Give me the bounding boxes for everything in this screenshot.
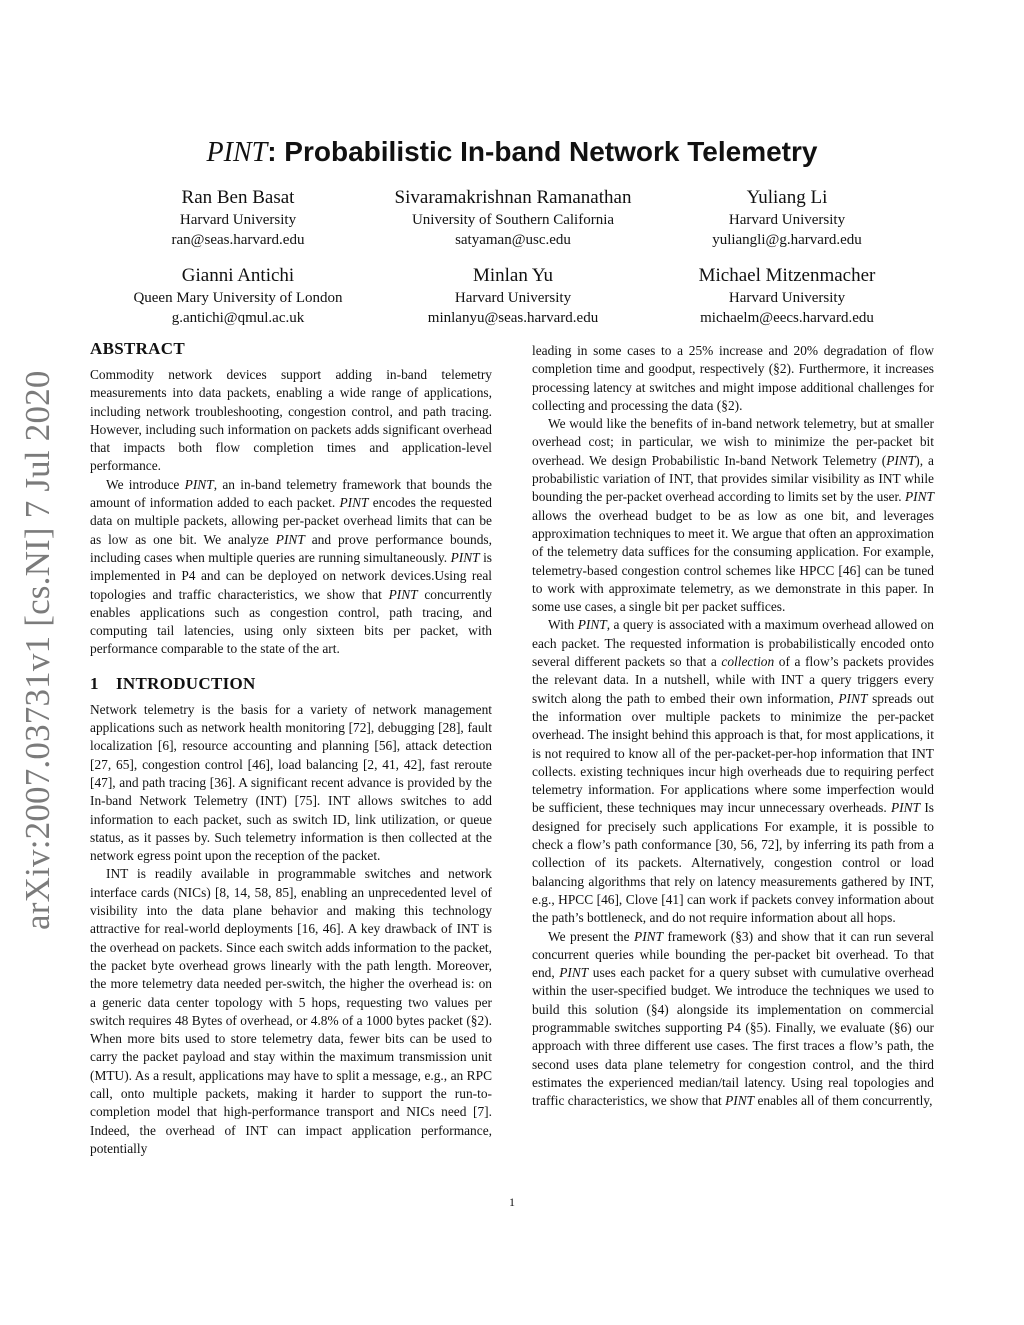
body-paragraph: INT is readily available in programmable switches and network interface cards (NICs) [8, 14, 58, 85], enabling an unprecedented level of visibility into the data plane behavior and making this technology attractive for real-world deployments [16, 46]. A key drawback of INT is the overhead on packets. Since each switch adds information to the packet, the packet byte overhead grows linearly with the path length. Moreover, the more telemetry data needed per-switch, the higher the overhead is: on a generic data center topology with 5 hops, requesting two values per switch requires 48 Bytes of overhead, or 4.8% of a 1000 bytes packet (§2). When more bits used to store telemetry data, fewer bits can be used to carry the packet payload and stay within the maximum transmission unit (MTU). As a result, applications may have to split a message, e.g., an RPC call, onto multiple packets, making it harder to support the run-to-completion model that high-performance transport and NICs need [7]. Indeed, the overhead of INT can impact application performance, potentially xyxy=(90,866,492,1156)
author-email[interactable]: satyaman@usc.edu xyxy=(455,232,571,248)
title-system-name: PINT xyxy=(206,137,268,168)
author-block xyxy=(88,186,388,250)
author-block xyxy=(637,186,937,250)
body-paragraph: Network telemetry is the basis for a variety of network management applications such as network health monitoring [72], debugging [28], fault localization [6], resource accounting and planning [56], attack detection [27, 65], congestion control [46], load balancing [2, 41, 42], fast reroute [47], and path tracing [36]. A significant recent advance is provided by the In-band Network Telemetry (INT) [75]. INT allows switches to add information to each packet, such as switch ID, link utilization, or queue status, as it passes by. Such telemetry information is then collected at the network egress point upon the reception of the packet. xyxy=(90,701,492,864)
author-name: Sivaramakrishnan Ramanathan xyxy=(394,187,632,208)
author-affiliation: Harvard University xyxy=(728,290,846,306)
author-name: Michael Mitzenmacher xyxy=(698,265,876,286)
author-affiliation: Harvard University xyxy=(454,290,572,306)
author-email[interactable]: yuliangli@g.harvard.edu xyxy=(712,232,862,248)
author-name: Minlan Yu xyxy=(472,265,554,286)
author-affiliation: University of Southern California xyxy=(411,212,615,228)
body-paragraph: leading in some cases to a 25% increase and 20% degradation of flow completion time and goodput, respectively (§2). Furthermore, it increases processing latency at switches and might impose additional challenges for collecting and processing the data (§2). xyxy=(532,343,934,413)
page-number: 1 xyxy=(509,1195,515,1209)
abstract-paragraph: Commodity network devices support adding in-band telemetry measurements into data packets, enabling a wide range of applications, including network troubleshooting, congestion control, and path tracing. However, including such information on packets adds significant overhead that impacts both flow completion times and application-level performance. xyxy=(90,367,492,474)
author-name: Ran Ben Basat xyxy=(181,187,295,208)
author-affiliation: Harvard University xyxy=(179,212,297,228)
author-email[interactable]: g.antichi@qmul.ac.uk xyxy=(171,310,305,326)
author-block xyxy=(363,186,663,250)
right-column xyxy=(532,342,934,1110)
body-paragraph: We would like the benefits of in-band network telemetry, but at smaller overhead cost; in particular, we wish to minimize the per-packet bit overhead. We design Probabilistic In-band Network Telemetry (PINT), a probabilistic variation of INT, that provides similar visibility as INT while bounding the per-packet overhead according to limits set by the user. PINT allows the overhead budget to be as low as one bit, and leverages approximation techniques to meet it. We argue that often an approximation of the telemetry data suffices for the consuming application. For example, telemetry-based congestion control schemes like HPCC [46] can be tuned to work with approximate telemetry, as we demonstrate in this paper. In some use cases, a single bit per packet suffices. xyxy=(532,416,934,615)
paper-title xyxy=(0,134,1024,171)
author-block xyxy=(88,264,388,328)
author-affiliation: Harvard University xyxy=(728,212,846,228)
author-name: Gianni Antichi xyxy=(181,265,295,286)
author-affiliation: Queen Mary University of London xyxy=(133,290,343,306)
author-name: Yuliang Li xyxy=(746,187,828,208)
left-column xyxy=(90,338,492,1158)
body-paragraph: With PINT, a query is associated with a maximum overhead allowed on each packet. The requested information is probabilistically encoded onto several different packets so that a collection of a flow’s packets provides the relevant data. In a nutshell, while with INT a query triggers every switch along the path to embed their own information, PINT spreads out the information over multiple packets to minimize the per-packet overhead. The insight behind this approach is that, for most applications, it is not required to know all of the per-packet-per-hop information that INT collects. existing techniques incur high overheads due to requiring perfect telemetry information. For applications where some imperfection would be sufficient, these techniques may incur unnecessary overheads. PINT Is designed for precisely such applications For example, it is possible to check a flow’s path conformance [30, 56, 72], by inferring its path from a collection of its packets. Alternatively, congestion control or load balancing algorithms that rely on latency measurements gathered by INT, e.g., HPCC [46], Clove [41] can work if packets convey information about the path’s bottleneck, and do not require information about all hops. xyxy=(532,617,935,926)
abstract-heading: ABSTRACT xyxy=(90,339,185,358)
author-email[interactable]: michaelm@eecs.harvard.edu xyxy=(700,310,874,326)
section-heading: 1 INTRODUCTION xyxy=(90,673,256,693)
abstract-paragraph: We introduce PINT, an in-band telemetry framework that bounds the amount of information added to each packet. PINT encodes the requested data on multiple packets, allowing per-packet overhead limits that can be as low as one bit. We analyze PINT and prove performance bounds, including cases when multiple queries are running simultaneously. PINT is implemented in P4 and can be deployed on network devices.Using real topologies and traffic characteristics, we show that PINT concurrently enables applications such as congestion control, path tracing, and computing tail latencies, using only sixteen bits per packet, with performance comparable to the state of the art. xyxy=(90,476,493,657)
arxiv-identifier: arXiv:2007.03731v1 [cs.NI] 7 Jul 2020 xyxy=(18,370,57,930)
body-paragraph: We present the PINT framework (§3) and show that it can run several concurrent queries while bounding the per-packet bit overhead. To that end, PINT uses each packet for a query subset with cumulative overhead within the user-specified budget. We introduce the techniques we used to build this solution (§4) alongside its implementation on commercial programmable switches supporting P4 (§5). Finally, we evaluate (§6) our approach with three different use cases. The first traces a flow’s path, the second uses data plane telemetry for congestion control, and the third estimates the experienced median/tail latency. Using real topologies and traffic characteristics, we show that PINT enables all of them concurrently, xyxy=(532,928,934,1109)
author-email[interactable]: ran@seas.harvard.edu xyxy=(171,232,305,248)
author-block xyxy=(363,264,663,328)
title-text: : Probabilistic In-band Network Telemetry xyxy=(267,136,818,167)
author-email[interactable]: minlanyu@seas.harvard.edu xyxy=(427,310,599,326)
author-block xyxy=(637,264,937,328)
